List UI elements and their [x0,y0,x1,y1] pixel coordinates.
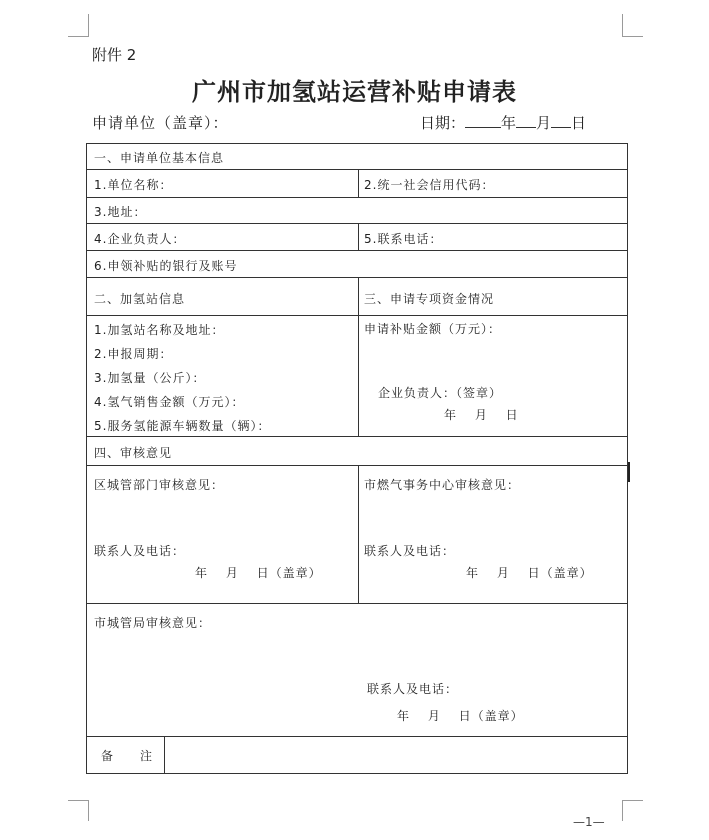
section-header-subsidy: 三、申请专项资金情况 [364,292,495,306]
field-address[interactable]: 3.地址： [94,205,147,219]
field-credit-code[interactable]: 2.统一社会信用代码： [364,178,495,192]
crop-mark-top-left [68,14,89,37]
gas-center-review-label[interactable]: 市燃气事务中心审核意见： [364,478,521,492]
page-title: 广州市加氢站运营补贴申请表 [192,78,517,106]
crop-mark-bottom-left [68,800,89,821]
remarks-field[interactable] [165,737,627,773]
table-rule [87,277,627,278]
district-review-date-seal: 年 月 日（盖章） [195,566,322,580]
station-field-vehicle-count[interactable]: 5.服务氢能源车辆数量（辆）： [94,419,271,433]
table-rule [87,603,627,604]
section-header-review: 四、审核意见 [94,446,173,460]
subsidy-amount-label[interactable]: 申请补贴金额（万元）： [364,322,502,336]
application-form-table [86,143,628,774]
gas-center-review-contact[interactable]: 联系人及电话： [364,544,456,558]
table-rule [87,197,627,198]
gas-center-review-date-seal: 年 月 日（盖章） [466,566,593,580]
table-divider [358,169,359,197]
table-rule [87,436,627,437]
table-divider [358,465,359,603]
month-blank[interactable] [516,113,536,128]
year-blank[interactable] [465,113,501,128]
station-field-sales-amount[interactable]: 4.氢气销售金额（万元）： [94,395,245,409]
table-divider [358,223,359,250]
station-field-hydrogen-volume[interactable]: 3.加氢量（公斤）： [94,371,206,385]
district-review-label[interactable]: 区城管部门审核意见： [94,478,225,492]
bureau-review-label[interactable]: 市城管局审核意见： [94,616,212,630]
crop-mark-top-right [622,14,643,37]
date-line [420,112,586,133]
field-person-in-charge[interactable]: 4.企业负责人： [94,232,186,246]
table-rule [87,315,627,316]
remarks-label: 备 注 [101,749,154,763]
text-cursor [628,462,630,482]
bureau-review-contact[interactable]: 联系人及电话： [367,682,459,696]
station-field-period[interactable]: 2.申报周期： [94,347,173,361]
bureau-review-date-seal: 年 月 日（盖章） [397,709,524,723]
field-company-name[interactable]: 1.单位名称： [94,178,173,192]
subsidy-signer: 企业负责人：（签章） [378,386,503,400]
date-label: 日期： [420,114,466,132]
year-label: 年 [501,114,517,132]
page-number: —1— [573,815,605,829]
section-header-station-info: 二、加氢站信息 [94,292,186,306]
station-field-name-address[interactable]: 1.加氢站名称及地址： [94,323,225,337]
district-review-contact[interactable]: 联系人及电话： [94,544,186,558]
attachment-label: 附件 2 [92,46,137,64]
field-contact-phone[interactable]: 5.联系电话： [364,232,443,246]
month-label: 月 [536,114,552,132]
section-header-basic-info: 一、申请单位基本信息 [94,151,225,165]
applicant-unit-label: 申请单位（盖章）： [92,114,229,132]
table-rule [87,465,627,466]
table-rule [87,223,627,224]
crop-mark-bottom-right [622,800,643,821]
table-divider [358,277,359,436]
day-blank[interactable] [551,113,571,128]
day-label: 日 [571,114,587,132]
subsidy-date: 年 月 日 [444,408,519,422]
table-rule [87,169,627,170]
table-rule [87,250,627,251]
field-bank-account[interactable]: 6.申领补贴的银行及账号 [94,259,238,273]
